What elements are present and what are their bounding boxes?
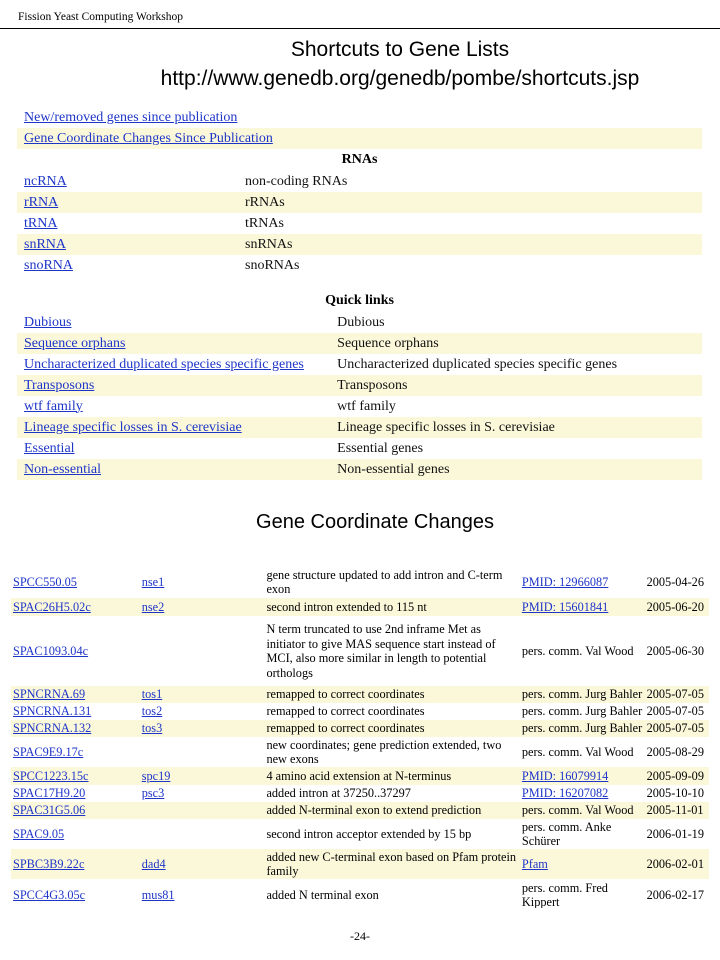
quick-link-row xyxy=(17,375,702,396)
change-description: added intron at 37250..37297 xyxy=(266,786,411,801)
shortcut-cell xyxy=(17,107,702,128)
quick-link[interactable]: Non-essential xyxy=(24,461,101,477)
quick-link-cell xyxy=(17,354,330,375)
quick-link[interactable]: Dubious xyxy=(24,314,72,330)
rna-desc: rRNAs xyxy=(238,192,702,213)
quick-link-row xyxy=(17,354,702,375)
page-url: http://www.genedb.org/genedb/pombe/shortcuts.jsp xyxy=(160,67,640,90)
gene-name-cell xyxy=(140,849,265,879)
reference-link[interactable]: Pfam xyxy=(521,856,548,871)
gene-id-cell xyxy=(11,703,140,720)
change-date: 2005-08-29 xyxy=(646,744,704,759)
reference-link[interactable]: PMID: 12966087 xyxy=(521,574,609,589)
table-row xyxy=(11,767,709,785)
gene-id-link[interactable]: SPCC550.05 xyxy=(13,574,77,589)
change-date: 2005-06-20 xyxy=(645,598,709,616)
gene-name-link[interactable]: tos1 xyxy=(141,687,163,702)
quick-link-cell xyxy=(17,438,330,459)
gene-name-link[interactable]: nse1 xyxy=(141,574,165,589)
change-description: added N-terminal exon to extend prediction xyxy=(264,802,519,819)
gene-id-link[interactable]: SPAC17H9.20 xyxy=(13,786,86,801)
change-description: 4 amino acid extension at N-terminus xyxy=(264,767,519,785)
section-title-coordinate-changes: Gene Coordinate Changes xyxy=(256,511,494,533)
gene-name-link[interactable]: psc3 xyxy=(141,786,165,801)
gene-id-link[interactable]: SPAC1093.04c xyxy=(13,643,89,658)
gene-id-link[interactable]: SPAC26H5.02c xyxy=(13,599,91,614)
change-description: second intron acceptor extended by 15 bp xyxy=(266,826,472,841)
gene-id-link[interactable]: SPNCRNA.131 xyxy=(13,704,92,719)
gene-name-link[interactable]: nse2 xyxy=(141,599,165,614)
quick-link-row xyxy=(17,438,702,459)
gene-name-link[interactable]: mus81 xyxy=(141,887,175,902)
change-description: added N terminal exon xyxy=(266,887,379,902)
change-date: 2006-01-19 xyxy=(646,826,704,841)
gene-name-cell xyxy=(140,703,265,720)
gene-name-cell xyxy=(140,720,265,737)
quick-link-desc: Essential genes xyxy=(337,440,424,456)
gene-id-cell xyxy=(11,566,140,598)
gene-id-cell xyxy=(11,819,140,849)
coordinate-changes-panel xyxy=(11,566,709,908)
rna-desc: snoRNAs xyxy=(245,257,300,273)
coordinate-changes-table xyxy=(11,566,709,908)
change-date: 2005-07-05 xyxy=(646,704,704,719)
reference-text: pers. comm. Jurg Bahler xyxy=(521,687,643,702)
gene-name-cell xyxy=(140,737,265,767)
change-description: remapped to correct coordinates xyxy=(264,686,519,703)
reference-cell xyxy=(520,767,645,785)
table-row xyxy=(11,686,709,703)
rnas-heading: RNAs xyxy=(341,152,378,167)
quick-link[interactable]: Lineage specific losses in S. cerevisiae xyxy=(24,419,242,435)
table-row xyxy=(11,703,709,720)
rna-link[interactable]: snoRNA xyxy=(24,257,74,273)
gene-name-cell xyxy=(140,819,265,849)
gene-id-link[interactable]: SPAC9E9.17c xyxy=(13,744,84,759)
table-row xyxy=(11,785,709,802)
gene-id-cell xyxy=(11,720,140,737)
rna-link-cell xyxy=(17,234,238,255)
rna-link[interactable]: snRNA xyxy=(24,236,67,252)
rna-desc: tRNAs xyxy=(245,215,284,231)
gene-id-cell xyxy=(11,737,140,767)
gene-name-cell xyxy=(140,686,265,703)
gene-id-cell xyxy=(11,879,140,908)
change-date: 2005-07-05 xyxy=(645,720,709,737)
table-row xyxy=(11,566,709,598)
reference-link[interactable]: PMID: 16207082 xyxy=(521,786,609,801)
reference-cell xyxy=(520,616,645,686)
change-description: remapped to correct coordinates xyxy=(264,720,519,737)
gene-id-link[interactable]: SPCC1223.15c xyxy=(13,768,89,783)
rna-link[interactable]: tRNA xyxy=(24,215,58,231)
quick-link-cell xyxy=(17,396,330,417)
reference-text: pers. comm. Val Wood xyxy=(521,744,634,759)
table-row xyxy=(11,616,709,686)
shortcuts-table xyxy=(17,107,702,480)
table-row xyxy=(11,849,709,879)
reference-cell xyxy=(520,720,645,737)
quick-link-cell xyxy=(17,417,330,438)
gene-id-cell xyxy=(11,686,140,703)
change-description: gene structure updated to add intron and C-term exon xyxy=(266,567,503,596)
quick-link[interactable]: wtf family xyxy=(24,398,83,414)
rna-link[interactable]: ncRNA xyxy=(24,173,67,189)
quick-link[interactable]: Essential xyxy=(24,440,75,456)
quick-link[interactable]: Sequence orphans xyxy=(24,335,126,351)
quick-link-desc: Lineage specific losses in S. cerevisiae xyxy=(330,417,702,438)
reference-text: pers. comm. Val Wood xyxy=(521,643,634,658)
quick-link-desc: Sequence orphans xyxy=(330,333,702,354)
quick-link-row xyxy=(17,396,702,417)
reference-cell xyxy=(520,566,645,598)
spacer-cell xyxy=(17,276,702,290)
reference-cell xyxy=(520,737,645,767)
change-description: added new C-terminal exon based on Pfam protein family xyxy=(264,849,519,879)
gene-name-link[interactable]: dad4 xyxy=(141,856,166,871)
gene-id-link[interactable]: SPNCRNA.69 xyxy=(13,687,86,702)
reference-text: pers. comm. Jurg Bahler xyxy=(521,704,643,719)
shortcut-link[interactable]: Gene Coordinate Changes Since Publication xyxy=(24,130,273,146)
shortcut-cell xyxy=(17,128,702,149)
table-row xyxy=(11,819,709,849)
gene-name-link[interactable]: tos2 xyxy=(141,704,163,719)
gene-id-cell xyxy=(11,849,140,879)
quick-links-heading: Quick links xyxy=(325,293,394,308)
gene-name-cell xyxy=(140,785,265,802)
reference-text: pers. comm. Anke Schürer xyxy=(521,819,612,848)
gene-name-cell xyxy=(140,879,265,908)
gene-id-cell xyxy=(11,802,140,819)
gene-id-cell xyxy=(11,767,140,785)
quick-link-cell xyxy=(17,375,330,396)
gene-id-cell xyxy=(11,598,140,616)
quick-link-desc: Transposons xyxy=(330,375,702,396)
reference-link[interactable]: PMID: 15601841 xyxy=(521,599,609,614)
rna-link-cell xyxy=(17,213,238,234)
table-row xyxy=(11,737,709,767)
section-row xyxy=(17,149,702,171)
reference-cell xyxy=(520,703,645,720)
quick-link-row xyxy=(17,459,702,480)
rna-row xyxy=(17,255,702,276)
reference-cell xyxy=(520,879,645,908)
gene-id-cell xyxy=(11,616,140,686)
reference-text: pers. comm. Fred Kippert xyxy=(521,880,608,908)
reference-text: pers. comm. Val Wood xyxy=(521,803,634,818)
reference-link[interactable]: PMID: 16079914 xyxy=(521,768,609,783)
gene-name-cell xyxy=(140,802,265,819)
gene-name-link[interactable]: tos3 xyxy=(141,721,163,736)
quick-link-cell xyxy=(17,312,330,333)
reference-cell xyxy=(520,686,645,703)
quick-link-desc: Non-essential genes xyxy=(330,459,702,480)
rna-link[interactable]: rRNA xyxy=(24,194,59,210)
quick-link-desc: wtf family xyxy=(337,398,396,414)
change-description: new coordinates; gene prediction extended, two new exons xyxy=(266,737,502,766)
reference-cell xyxy=(520,819,645,849)
rna-desc: non-coding RNAs xyxy=(245,173,348,189)
table-row xyxy=(11,802,709,819)
rna-link-cell xyxy=(17,192,238,213)
reference-cell xyxy=(520,598,645,616)
rna-desc: snRNAs xyxy=(238,234,702,255)
change-date: 2005-06-30 xyxy=(646,643,704,658)
rna-row xyxy=(17,213,702,234)
reference-cell xyxy=(520,802,645,819)
table-row xyxy=(11,720,709,737)
table-row xyxy=(11,598,709,616)
gene-id-link[interactable]: SPAC9.05 xyxy=(13,826,65,841)
change-date: 2005-07-05 xyxy=(645,686,709,703)
change-date: 2006-02-01 xyxy=(645,849,709,879)
quick-link-row xyxy=(17,417,702,438)
gene-id-link[interactable]: SPAC31G5.06 xyxy=(13,803,86,818)
quick-link-cell xyxy=(17,459,330,480)
slide-header xyxy=(0,0,720,29)
rna-link-cell xyxy=(17,171,238,192)
reference-text: pers. comm. Jurg Bahler xyxy=(521,721,643,736)
shortcut-link[interactable]: New/removed genes since publication xyxy=(24,109,238,125)
gene-id-link[interactable]: SPNCRNA.132 xyxy=(13,721,92,736)
spacer-row xyxy=(17,276,702,290)
rna-link-cell xyxy=(17,255,238,276)
rna-row xyxy=(17,171,702,192)
quick-link-desc: Dubious xyxy=(337,314,385,330)
gene-id-link[interactable]: SPCC4G3.05c xyxy=(13,887,86,902)
reference-cell xyxy=(520,785,645,802)
gene-id-cell xyxy=(11,785,140,802)
header-title: Fission Yeast Computing Workshop xyxy=(18,11,184,23)
change-date: 2005-10-10 xyxy=(646,786,704,801)
reference-cell xyxy=(520,849,645,879)
page-title: Shortcuts to Gene Lists xyxy=(290,38,510,61)
rna-row xyxy=(17,192,702,213)
change-date: 2005-09-09 xyxy=(645,767,709,785)
change-date: 2005-11-01 xyxy=(645,802,709,819)
gene-name-link[interactable]: spc19 xyxy=(141,768,171,783)
change-date: 2005-04-26 xyxy=(646,574,704,589)
change-description: remapped to correct coordinates xyxy=(266,704,425,719)
gene-id-link[interactable]: SPBC3B9.22c xyxy=(13,856,85,871)
change-description: second intron extended to 115 nt xyxy=(264,598,519,616)
gene-name-cell xyxy=(140,566,265,598)
gene-name-cell xyxy=(140,616,265,686)
change-description: N term truncated to use 2nd inframe Met as initiator to give MAS sequence start instead of MCI, also more similar in length to potential orthologs xyxy=(266,622,496,680)
quick-link[interactable]: Uncharacterized duplicated species specific genes xyxy=(24,356,304,372)
quick-link-row xyxy=(17,333,702,354)
quick-link-row xyxy=(17,312,702,333)
gene-name-cell xyxy=(140,767,265,785)
shortcut-row xyxy=(17,107,702,128)
shortcuts-panel xyxy=(17,107,702,485)
quick-link[interactable]: Transposons xyxy=(24,377,95,393)
quick-link-desc: Uncharacterized duplicated species specific genes xyxy=(337,356,618,372)
gene-name-cell xyxy=(140,598,265,616)
rna-row xyxy=(17,234,702,255)
page-number: -24- xyxy=(350,929,370,943)
section-row xyxy=(17,290,702,312)
quick-link-cell xyxy=(17,333,330,354)
table-row xyxy=(11,879,709,908)
shortcut-row xyxy=(17,128,702,149)
change-date: 2006-02-17 xyxy=(646,887,704,902)
